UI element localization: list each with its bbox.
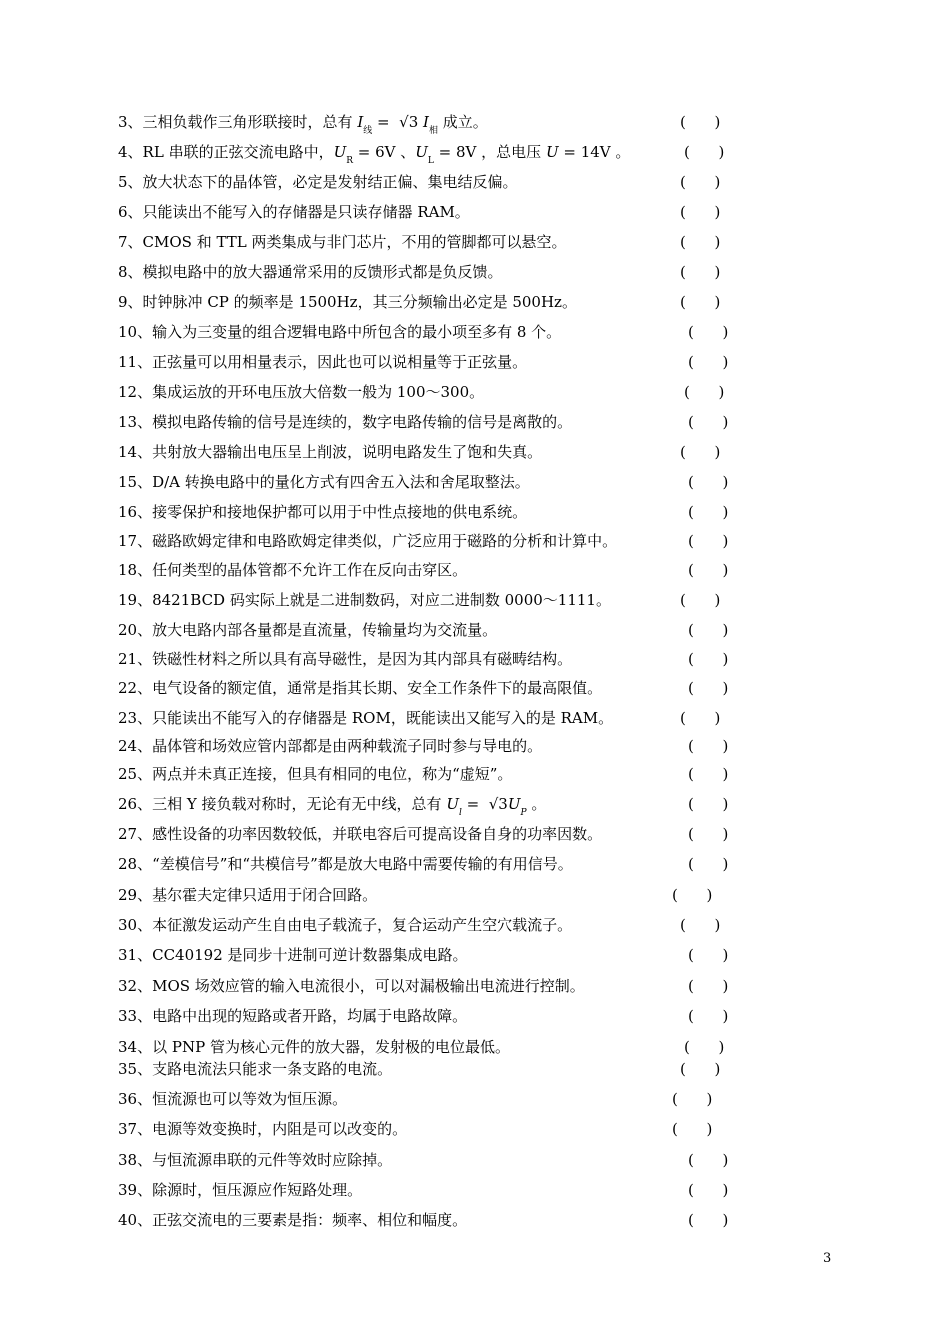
question-number: 11、 (118, 353, 153, 371)
question-number: 20、 (118, 621, 153, 639)
answer-blank[interactable]: ( ) (680, 113, 721, 131)
question-item (118, 502, 527, 522)
question-number: 3、 (118, 113, 143, 131)
answer-blank[interactable]: ( ) (672, 1090, 713, 1108)
question-number: 23、 (118, 709, 153, 727)
answer-blank[interactable]: ( ) (680, 233, 721, 251)
question-text: 模拟电路中的放大器通常采用的反馈形式都是负反馈。 (142, 263, 503, 281)
question-number: 12、 (118, 383, 153, 401)
answer-blank[interactable]: ( ) (680, 709, 721, 727)
question-number: 39、 (118, 1181, 153, 1199)
question-item (118, 531, 617, 551)
answer-blank[interactable]: ( ) (688, 532, 729, 550)
question-text: 8421BCD 码实际上就是二进制数码，对应二进制数 0000～1111。 (152, 591, 611, 609)
question-item (118, 442, 542, 462)
answer-blank[interactable]: ( ) (680, 916, 721, 934)
answer-blank[interactable]: ( ) (688, 795, 729, 813)
question-text: 电气设备的额定值，通常是指其长期、安全工作条件下的最高限值。 (152, 679, 603, 697)
question-item (118, 854, 573, 874)
answer-blank[interactable]: ( ) (688, 1211, 729, 1229)
answer-blank[interactable]: ( ) (688, 503, 729, 521)
question-item (118, 764, 512, 784)
question-text: 两点并未真正连接，但具有相同的电位，称为“虚短”。 (152, 765, 513, 783)
question-text: 正弦交流电的三要素是指：频率、相位和幅度。 (152, 1211, 468, 1229)
answer-blank[interactable]: ( ) (688, 825, 729, 843)
question-text: MOS 场效应管的输入电流很小，可以对漏极输出电流进行控制。 (152, 977, 585, 995)
answer-blank[interactable]: ( ) (680, 443, 721, 461)
answer-blank[interactable]: ( ) (688, 737, 729, 755)
question-number: 32、 (118, 977, 153, 995)
answer-blank[interactable]: ( ) (688, 353, 729, 371)
question-number: 29、 (118, 886, 153, 904)
answer-blank[interactable]: ( ) (688, 855, 729, 873)
question-text: 放大电路内部各量都是直流量，传输量均为交流量。 (152, 621, 498, 639)
answer-blank[interactable]: ( ) (680, 263, 721, 281)
question-number: 35、 (118, 1060, 153, 1078)
question-text: 只能读出不能写入的存储器是只读存储器 RAM。 (142, 203, 470, 221)
question-number: 38、 (118, 1151, 153, 1169)
question-number: 26、 (118, 795, 153, 813)
question-text: D/A 转换电路中的量化方式有四舍五入法和舍尾取整法。 (152, 473, 530, 491)
answer-blank[interactable]: ( ) (688, 650, 729, 668)
question-item (118, 1180, 362, 1200)
question-item (118, 649, 572, 669)
question-item (118, 560, 467, 580)
answer-blank[interactable]: ( ) (688, 621, 729, 639)
question-text: 任何类型的晶体管都不允许工作在反向击穿区。 (152, 561, 468, 579)
question-number: 33、 (118, 1007, 153, 1025)
question-item (118, 590, 611, 610)
answer-blank[interactable]: ( ) (688, 679, 729, 697)
question-text: RL 串联的正弦交流电路中，$U_R = 6V$ 、$U_L = 8V$ ，总电压 U = 14V 。 (142, 143, 631, 166)
question-number: 25、 (118, 765, 153, 783)
question-text: 与恒流源串联的元件等效时应除掉。 (152, 1151, 393, 1169)
question-text: 模拟电路传输的信号是连续的，数字电路传输的信号是离散的。 (152, 413, 573, 431)
question-text: 恒流源也可以等效为恒压源。 (152, 1090, 348, 1108)
question-item (118, 1089, 347, 1109)
question-item (118, 1006, 467, 1026)
question-number: 14、 (118, 443, 153, 461)
question-item (118, 620, 497, 640)
question-item (118, 472, 530, 492)
question-text: 共射放大器输出电压呈上削波，说明电路发生了饱和失真。 (152, 443, 543, 461)
question-item (118, 352, 527, 372)
question-number: 31、 (118, 946, 153, 964)
question-text: 本征激发运动产生自由电子载流子，复合运动产生空穴载流子。 (152, 916, 573, 934)
answer-blank[interactable]: ( ) (680, 293, 721, 311)
question-text: 时钟脉冲 CP 的频率是 1500Hz，其三分频输出必定是 500Hz。 (142, 293, 577, 311)
question-text: 晶体管和场效应管内部都是由两种载流子同时参与导电的。 (152, 737, 543, 755)
question-number: 27、 (118, 825, 153, 843)
question-number: 34、 (118, 1038, 153, 1056)
question-item (118, 172, 518, 192)
question-number: 7、 (118, 233, 143, 251)
question-number: 5、 (118, 173, 143, 191)
question-item (118, 112, 488, 141)
question-number: 19、 (118, 591, 153, 609)
question-text: 接零保护和接地保护都可以用于中性点接地的供电系统。 (152, 503, 528, 521)
answer-blank[interactable]: ( ) (672, 1120, 713, 1138)
question-item (118, 1210, 467, 1230)
answer-blank[interactable]: ( ) (688, 977, 729, 995)
question-item (118, 885, 377, 905)
question-text: 电路中出现的短路或者开路，均属于电路故障。 (152, 1007, 468, 1025)
question-item (118, 976, 585, 996)
answer-blank[interactable]: ( ) (688, 561, 729, 579)
question-item (118, 678, 602, 698)
question-number: 22、 (118, 679, 153, 697)
question-text: 除源时，恒压源应作短路处理。 (152, 1181, 363, 1199)
answer-blank[interactable]: ( ) (680, 1060, 721, 1078)
question-item (118, 292, 577, 312)
question-text: CC40192 是同步十进制可逆计数器集成电路。 (152, 946, 468, 964)
question-text: 三相负载作三角形联接时，总有 $I_线 = √3$ $I_相$ 成立。 (142, 113, 488, 136)
question-item (118, 322, 561, 342)
answer-blank[interactable]: ( ) (688, 946, 729, 964)
question-item (118, 202, 470, 222)
question-item (118, 736, 542, 756)
question-number: 4、 (118, 143, 143, 161)
answer-blank[interactable]: ( ) (684, 383, 725, 401)
question-item (118, 824, 602, 844)
question-text: 基尔霍夫定律只适用于闭合回路。 (152, 886, 378, 904)
answer-blank[interactable]: ( ) (688, 1181, 729, 1199)
question-text: 集成运放的开环电压放大倍数一般为 100～300。 (152, 383, 485, 401)
question-text: 正弦量可以用相量表示，因此也可以说相量等于正弦量。 (152, 353, 528, 371)
question-number: 17、 (118, 532, 153, 550)
question-number: 10、 (118, 323, 153, 341)
question-item (118, 1119, 407, 1139)
answer-blank[interactable]: ( ) (688, 1007, 729, 1025)
question-item (118, 262, 503, 282)
question-text: 以 PNP 管为核心元件的放大器，发射极的电位最低。 (152, 1038, 510, 1056)
question-text: 只能读出不能写入的存储器是 ROM，既能读出又能写入的是 RAM。 (152, 709, 614, 727)
answer-blank[interactable]: ( ) (688, 1151, 729, 1169)
question-number: 16、 (118, 503, 153, 521)
answer-blank[interactable]: ( ) (688, 413, 729, 431)
question-text: 支路电流法只能求一条支路的电流。 (152, 1060, 393, 1078)
question-item (118, 232, 567, 252)
question-item (118, 1037, 510, 1057)
question-text: 输入为三变量的组合逻辑电路中所包含的最小项至多有 8 个。 (152, 323, 562, 341)
question-text: 三相 Y 接负载对称时，无论有无中线，总有 $U_l = √3U_P$ 。 (152, 795, 547, 818)
question-number: 6、 (118, 203, 143, 221)
answer-blank[interactable]: ( ) (684, 143, 725, 161)
question-item (118, 708, 613, 728)
answer-blank[interactable]: ( ) (688, 765, 729, 783)
question-item (118, 382, 484, 402)
question-number: 30、 (118, 916, 153, 934)
answer-blank[interactable]: ( ) (680, 203, 721, 221)
question-item (118, 142, 630, 171)
answer-blank[interactable]: ( ) (688, 323, 729, 341)
answer-blank[interactable]: ( ) (672, 886, 713, 904)
question-number: 9、 (118, 293, 143, 311)
question-text: CMOS 和 TTL 两类集成与非门芯片，不用的管脚都可以悬空。 (142, 233, 567, 251)
page-number: 3 (823, 1251, 832, 1266)
question-number: 8、 (118, 263, 143, 281)
answer-blank[interactable]: ( ) (680, 173, 721, 191)
question-item (118, 915, 572, 935)
answer-blank[interactable]: ( ) (680, 591, 721, 609)
answer-blank[interactable]: ( ) (688, 473, 729, 491)
question-item (118, 412, 572, 432)
question-text: 电源等效变换时，内阻是可以改变的。 (152, 1120, 408, 1138)
question-text: 铁磁性材料之所以具有高导磁性，是因为其内部具有磁畴结构。 (152, 650, 573, 668)
question-number: 21、 (118, 650, 153, 668)
question-number: 13、 (118, 413, 153, 431)
question-text: 磁路欧姆定律和电路欧姆定律类似，广泛应用于磁路的分析和计算中。 (152, 532, 618, 550)
question-item (118, 1059, 392, 1079)
question-number: 24、 (118, 737, 153, 755)
question-number: 28、 (118, 855, 153, 873)
question-item (118, 945, 468, 965)
question-number: 18、 (118, 561, 153, 579)
question-number: 37、 (118, 1120, 153, 1138)
question-number: 36、 (118, 1090, 153, 1108)
question-text: “差模信号”和“共模信号”都是放大电路中需要传输的有用信号。 (152, 855, 573, 873)
question-text: 感性设备的功率因数较低，并联电容后可提高设备自身的功率因数。 (152, 825, 603, 843)
answer-blank[interactable]: ( ) (684, 1038, 725, 1056)
question-text: 放大状态下的晶体管，必定是发射结正偏、集电结反偏。 (142, 173, 518, 191)
question-item (118, 794, 546, 823)
question-item (118, 1150, 392, 1170)
question-number: 15、 (118, 473, 153, 491)
question-number: 40、 (118, 1211, 153, 1229)
